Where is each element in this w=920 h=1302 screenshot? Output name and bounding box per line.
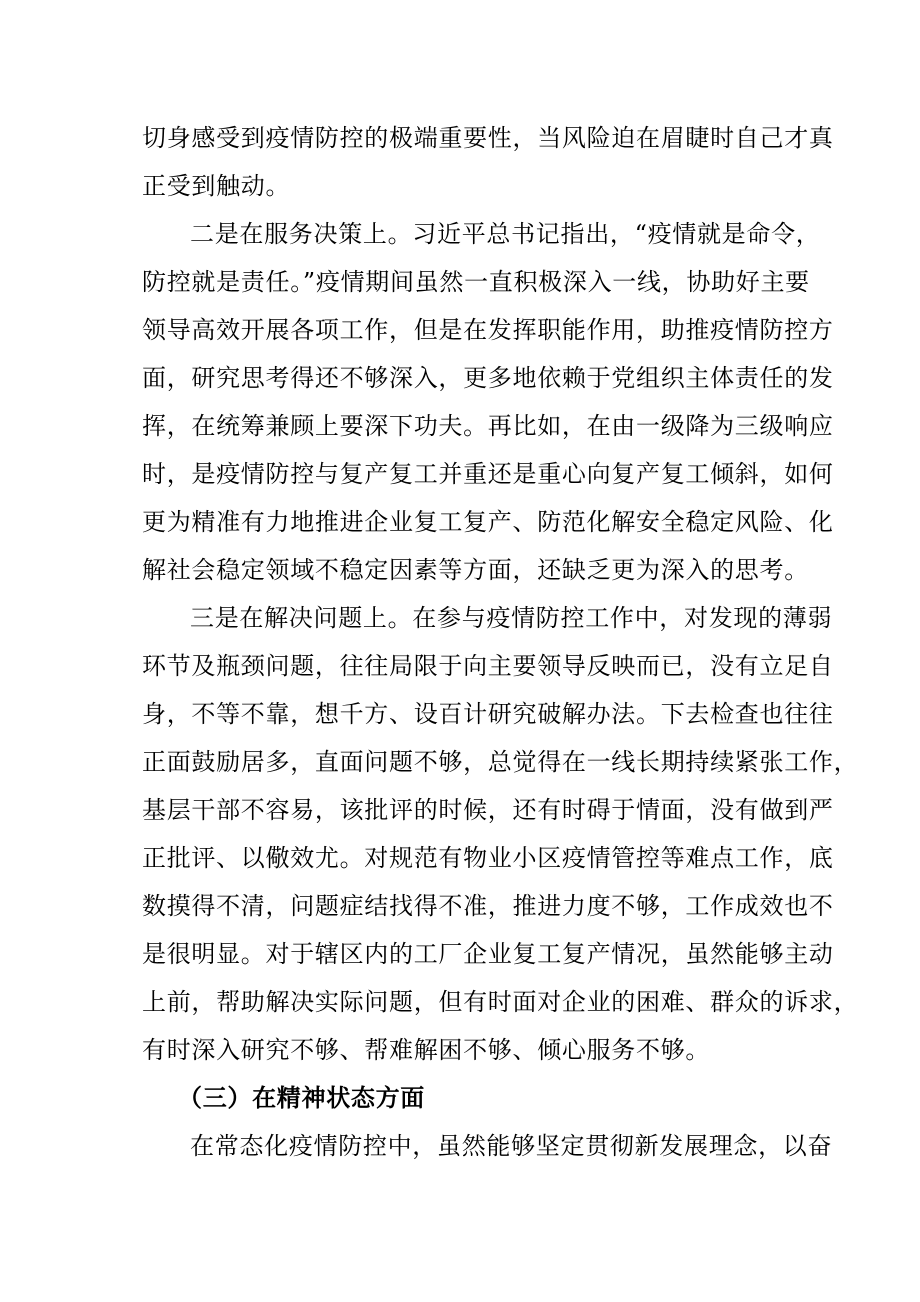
document-body xyxy=(142,114,859,1170)
text-line: 正批评、以儆效尤。对规范有物业小区疫情管控等难点工作，底 xyxy=(142,844,834,872)
paragraph-start-line: 在常态化疫情防控中，虽然能够坚定贯彻新发展理念，以奋 xyxy=(190,1132,833,1160)
text-line: 防控就是责任。”疫情期间虽然一直积极深入一线，协助好主要 xyxy=(142,268,810,296)
text-line: 数摸得不清，问题症结找得不准，推进力度不够，工作成效也不 xyxy=(142,892,834,920)
section-heading: （三）在精神状态方面 xyxy=(178,1084,425,1112)
text-line: 领导高效开展各项工作，但是在发挥职能作用，助推疫情防控方 xyxy=(142,316,834,344)
text-line: 有时深入研究不够、帮难解困不够、倾心服务不够。 xyxy=(142,1036,711,1064)
text-line: 面，研究思考得还不够深入，更多地依赖于党组织主体责任的发 xyxy=(142,364,834,392)
paragraph-start-line: 三是在解决问题上。在参与疫情防控工作中，对发现的薄弱 xyxy=(190,604,833,632)
text-line: 挥，在统筹兼顾上要深下功夫。再比如，在由一级降为三级响应 xyxy=(142,412,834,440)
text-line: 基层干部不容易，该批评的时候，还有时碍于情面，没有做到严 xyxy=(142,796,834,824)
text-line: 是很明显。对于辖区内的工厂企业复工复产情况，虽然能够主动 xyxy=(142,940,834,968)
text-line: 更为精准有力地推进企业复工复产、防范化解安全稳定风险、化 xyxy=(142,508,834,536)
text-line: 时，是疫情防控与复产复工并重还是重心向复产复工倾斜，如何 xyxy=(142,460,834,488)
text-line: 上前，帮助解决实际问题，但有时面对企业的困难、群众的诉求， xyxy=(142,988,859,1016)
text-line: 正受到触动。 xyxy=(142,172,291,200)
text-line: 切身感受到疫情防控的极端重要性，当风险迫在眉睫时自己才真 xyxy=(142,124,834,152)
text-line: 环节及瓶颈问题，往往局限于向主要领导反映而已，没有立足自 xyxy=(142,652,834,680)
text-line: 身，不等不靠，想千方、设百计研究破解办法。下去检查也往往 xyxy=(142,700,834,728)
text-line: 解社会稳定领域不稳定因素等方面，还缺乏更为深入的思考。 xyxy=(142,556,809,584)
paragraph-start-line: 二是在服务决策上。习近平总书记指出，“疫情就是命令， xyxy=(190,220,821,248)
text-line: 正面鼓励居多，直面问题不够，总觉得在一线长期持续紧张工作， xyxy=(142,748,859,776)
